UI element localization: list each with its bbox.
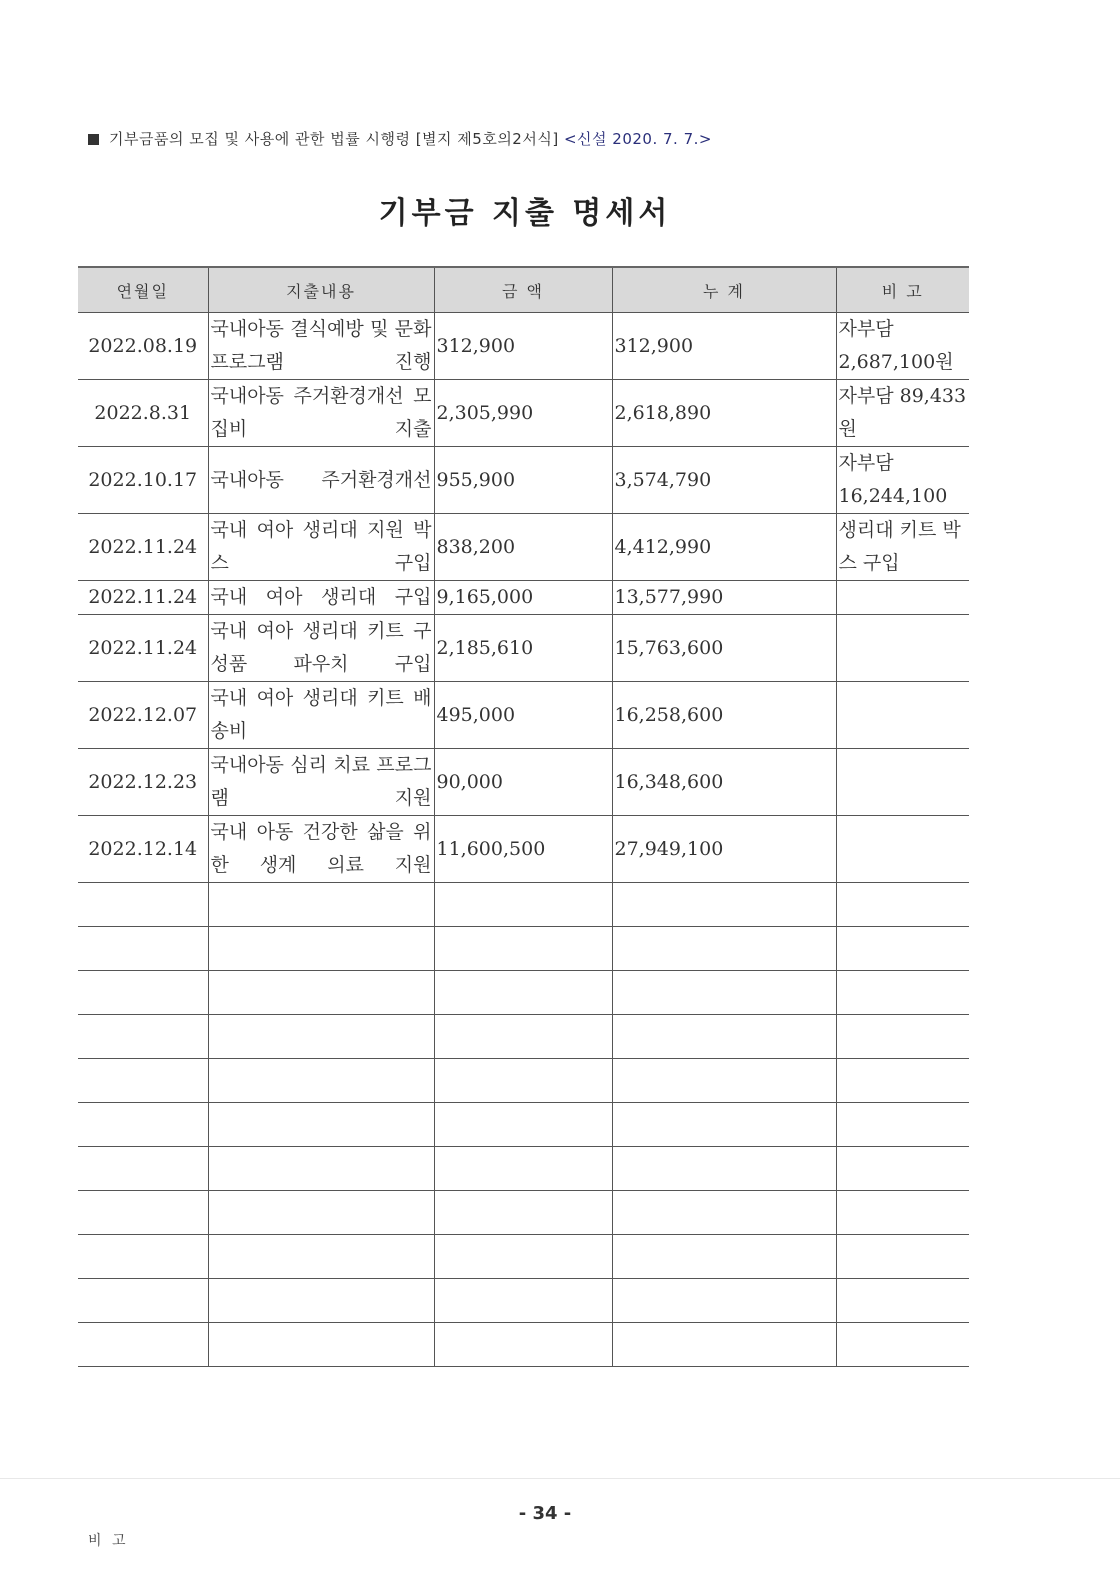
empty-cell xyxy=(78,1015,208,1059)
row-note: 자부담 89,433원 xyxy=(836,380,969,447)
row-note: 생리대 키트 박스 구입 xyxy=(836,514,969,581)
table-row xyxy=(78,749,969,816)
row-description: 국내 아동 건강한 삶을 위한 생계 의료 지원 xyxy=(208,816,434,883)
header-amount: 금 액 xyxy=(434,267,612,313)
empty-table-row xyxy=(78,1103,969,1147)
row-date: 2022.11.24 xyxy=(78,615,208,682)
row-cumulative: 2,618,890 xyxy=(612,380,836,447)
empty-cell xyxy=(78,1235,208,1279)
empty-cell xyxy=(208,1323,434,1367)
row-date: 2022.10.17 xyxy=(78,447,208,514)
footer-note: 비 고 xyxy=(88,1533,129,1549)
empty-cell xyxy=(836,971,969,1015)
row-note: 자부담 2,687,100원 xyxy=(836,313,969,380)
form-reference-text: 기부금품의 모집 및 사용에 관한 법률 시행령 [별지 제5호의2서식] xyxy=(109,130,559,148)
empty-cell xyxy=(612,1059,836,1103)
row-description: 국내아동 심리 치료 프로그램 지원 xyxy=(208,749,434,816)
empty-table-row xyxy=(78,927,969,971)
empty-cell xyxy=(434,1015,612,1059)
row-amount: 90,000 xyxy=(434,749,612,816)
empty-cell xyxy=(612,1103,836,1147)
row-amount: 312,900 xyxy=(434,313,612,380)
empty-cell xyxy=(208,1059,434,1103)
row-note xyxy=(836,749,969,816)
empty-cell xyxy=(612,1323,836,1367)
empty-table-row xyxy=(78,1191,969,1235)
table-row xyxy=(78,380,969,447)
empty-cell xyxy=(434,1235,612,1279)
row-description: 국내아동 주거환경개선 모집비 지출 xyxy=(208,380,434,447)
row-cumulative: 16,258,600 xyxy=(612,682,836,749)
row-cumulative: 4,412,990 xyxy=(612,514,836,581)
table-row xyxy=(78,682,969,749)
empty-cell xyxy=(612,1191,836,1235)
table-row xyxy=(78,447,969,514)
empty-cell xyxy=(836,1059,969,1103)
empty-table-row xyxy=(78,1147,969,1191)
empty-cell xyxy=(78,883,208,927)
empty-cell xyxy=(612,1147,836,1191)
header-cumulative: 누 계 xyxy=(612,267,836,313)
empty-table-row xyxy=(78,1059,969,1103)
empty-cell xyxy=(612,1015,836,1059)
empty-cell xyxy=(836,1147,969,1191)
empty-cell xyxy=(208,1235,434,1279)
row-cumulative: 15,763,600 xyxy=(612,615,836,682)
empty-cell xyxy=(434,883,612,927)
row-amount: 9,165,000 xyxy=(434,581,612,615)
row-date: 2022.08.19 xyxy=(78,313,208,380)
empty-table-row xyxy=(78,1015,969,1059)
row-amount: 2,185,610 xyxy=(434,615,612,682)
row-date: 2022.12.23 xyxy=(78,749,208,816)
empty-cell xyxy=(434,1059,612,1103)
row-date: 2022.11.24 xyxy=(78,514,208,581)
empty-cell xyxy=(434,971,612,1015)
empty-cell xyxy=(836,1235,969,1279)
empty-table-row xyxy=(78,1235,969,1279)
empty-cell xyxy=(612,927,836,971)
empty-cell xyxy=(612,971,836,1015)
document-title: 기부금 지출 명세서 xyxy=(378,196,672,231)
empty-cell xyxy=(208,1015,434,1059)
empty-cell xyxy=(434,1147,612,1191)
row-amount: 495,000 xyxy=(434,682,612,749)
empty-cell xyxy=(78,1279,208,1323)
row-description: 국내 여아 생리대 지원 박스 구입 xyxy=(208,514,434,581)
row-date: 2022.12.07 xyxy=(78,682,208,749)
table-row xyxy=(78,313,969,380)
empty-cell xyxy=(836,883,969,927)
empty-cell xyxy=(78,1147,208,1191)
row-amount: 955,900 xyxy=(434,447,612,514)
empty-cell xyxy=(434,1103,612,1147)
header-date: 연월일 xyxy=(78,267,208,313)
row-cumulative: 16,348,600 xyxy=(612,749,836,816)
empty-cell xyxy=(612,1235,836,1279)
table-row xyxy=(78,514,969,581)
page-number: - 34 - xyxy=(518,1503,572,1524)
empty-cell xyxy=(208,971,434,1015)
table-row xyxy=(78,816,969,883)
empty-cell xyxy=(78,1323,208,1367)
row-cumulative: 13,577,990 xyxy=(612,581,836,615)
empty-cell xyxy=(208,1147,434,1191)
row-date: 2022.12.14 xyxy=(78,816,208,883)
row-amount: 838,200 xyxy=(434,514,612,581)
row-description: 국내 여아 생리대 키트 배송비 xyxy=(208,682,434,749)
empty-table-row xyxy=(78,1279,969,1323)
square-bullet-icon xyxy=(88,134,99,145)
empty-cell xyxy=(208,883,434,927)
empty-cell xyxy=(78,1191,208,1235)
empty-cell xyxy=(208,1191,434,1235)
empty-cell xyxy=(612,883,836,927)
empty-cell xyxy=(434,1279,612,1323)
row-cumulative: 27,949,100 xyxy=(612,816,836,883)
row-date: 2022.11.24 xyxy=(78,581,208,615)
table-row xyxy=(78,581,969,615)
form-reference xyxy=(88,128,712,149)
table-row xyxy=(78,615,969,682)
empty-cell xyxy=(836,1279,969,1323)
empty-cell xyxy=(434,927,612,971)
row-cumulative: 312,900 xyxy=(612,313,836,380)
scan-divider xyxy=(0,1478,1120,1479)
row-note xyxy=(836,581,969,615)
empty-cell xyxy=(836,1103,969,1147)
row-description: 국내아동 주거환경개선 xyxy=(208,447,434,514)
empty-table-row xyxy=(78,1323,969,1367)
empty-cell xyxy=(836,1191,969,1235)
empty-cell xyxy=(208,1279,434,1323)
header-note: 비 고 xyxy=(836,267,969,313)
expenditure-table xyxy=(78,266,969,1367)
row-cumulative: 3,574,790 xyxy=(612,447,836,514)
row-note xyxy=(836,816,969,883)
empty-cell xyxy=(78,927,208,971)
empty-cell xyxy=(78,1059,208,1103)
empty-cell xyxy=(78,971,208,1015)
row-description: 국내아동 결식예방 및 문화 프로그램 진행 xyxy=(208,313,434,380)
table-header-row xyxy=(78,267,969,313)
empty-cell xyxy=(434,1323,612,1367)
row-description: 국내 여아 생리대 키트 구성품 파우치 구입 xyxy=(208,615,434,682)
row-note xyxy=(836,682,969,749)
empty-cell xyxy=(208,1103,434,1147)
empty-cell xyxy=(836,1323,969,1367)
row-description: 국내 여아 생리대 구입 xyxy=(208,581,434,615)
row-amount: 2,305,990 xyxy=(434,380,612,447)
empty-table-row xyxy=(78,971,969,1015)
row-note xyxy=(836,615,969,682)
empty-cell xyxy=(78,1103,208,1147)
empty-cell xyxy=(836,927,969,971)
form-amendment-note: <신설 2020. 7. 7.> xyxy=(563,130,712,148)
empty-table-row xyxy=(78,883,969,927)
empty-cell xyxy=(612,1279,836,1323)
empty-cell xyxy=(836,1015,969,1059)
empty-cell xyxy=(208,927,434,971)
empty-cell xyxy=(434,1191,612,1235)
row-date: 2022.8.31 xyxy=(78,380,208,447)
header-description: 지출내용 xyxy=(208,267,434,313)
row-note: 자부담 16,244,100 xyxy=(836,447,969,514)
row-amount: 11,600,500 xyxy=(434,816,612,883)
